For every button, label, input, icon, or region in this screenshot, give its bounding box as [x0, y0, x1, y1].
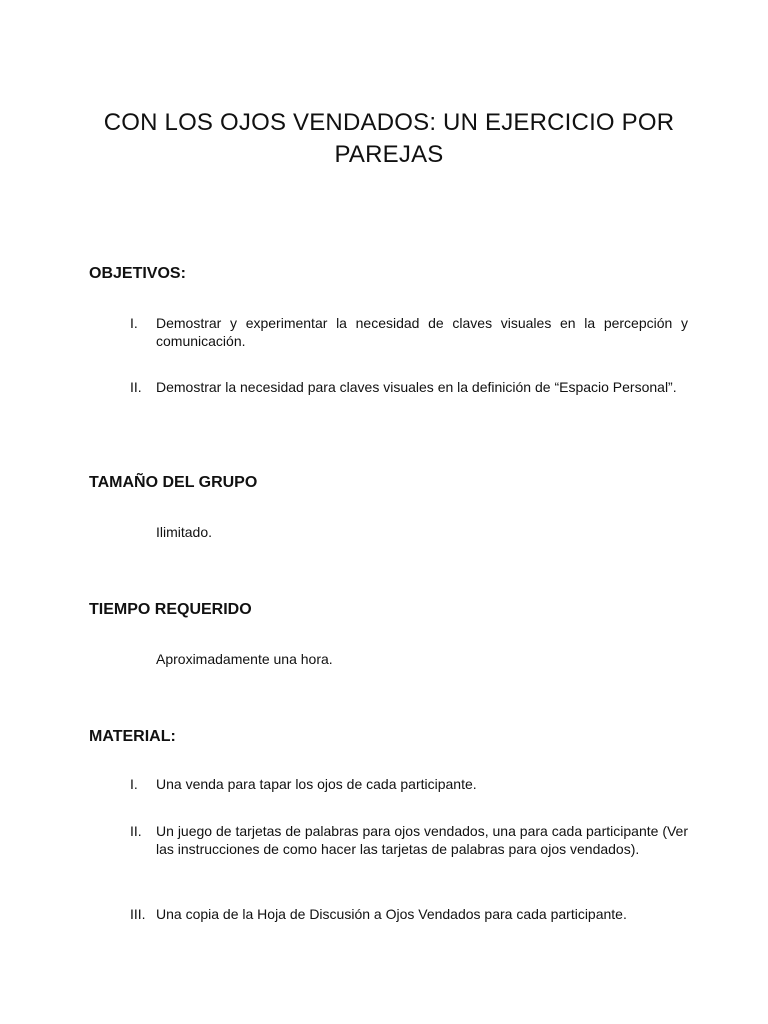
item-text: Un juego de tarjetas de palabras para ojos vendados, una para cada participante (Ver las instrucciones de como hacer las tarjetas de palabras para ojos vendados). — [156, 823, 688, 857]
material-item — [130, 822, 688, 858]
tamano-text: Ilimitado. — [156, 524, 213, 540]
tiempo-text: Aproximadamente una hora. — [156, 651, 333, 667]
item-text: Demostrar la necesidad para claves visuales en la definición de “Espacio Personal”. — [156, 379, 677, 395]
objetivo-item — [130, 314, 688, 350]
tiempo-heading: TIEMPO REQUERIDO — [89, 601, 252, 618]
title-line-1: CON LOS OJOS VENDADOS: UN EJERCICIO POR — [103, 109, 675, 136]
item-number: II. — [130, 379, 142, 395]
material-item — [130, 775, 688, 793]
item-number: II. — [130, 823, 142, 839]
title-line-2: PAREJAS — [334, 141, 444, 168]
material-item — [130, 905, 688, 923]
material-heading: MATERIAL: — [89, 728, 176, 745]
item-number: I. — [130, 315, 138, 331]
document-title — [60, 107, 718, 171]
item-text: Una venda para tapar los ojos de cada participante. — [156, 776, 477, 792]
objetivos-heading: OBJETIVOS: — [89, 265, 186, 282]
item-text: Demostrar y experimentar la necesidad de claves visuales en la percepción y comunicación. — [156, 315, 688, 349]
item-text: Una copia de la Hoja de Discusión a Ojos Vendados para cada participante. — [156, 906, 627, 922]
tamano-heading: TAMAÑO DEL GRUPO — [89, 474, 258, 491]
item-number: I. — [130, 776, 138, 792]
item-number: III. — [130, 906, 146, 922]
objetivo-item — [130, 378, 688, 396]
